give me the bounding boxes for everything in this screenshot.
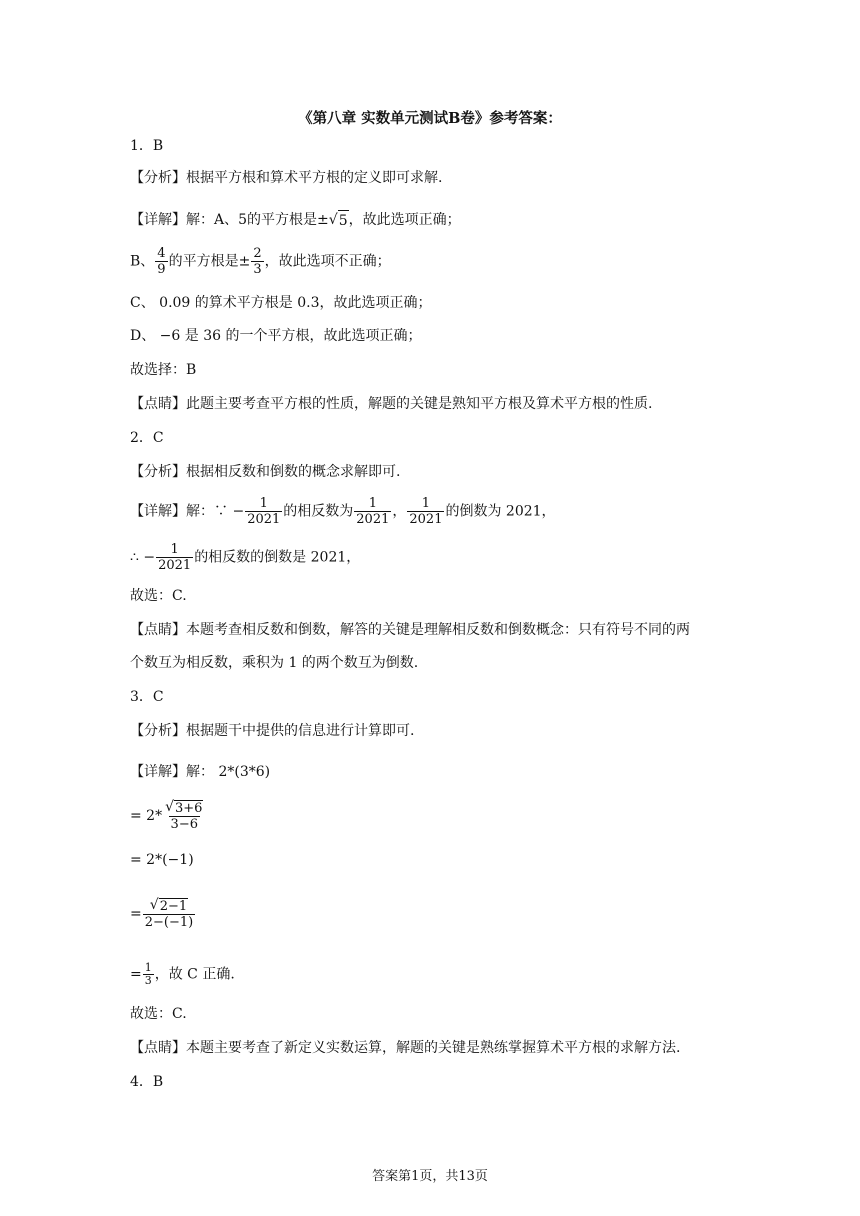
- q2-therefore-suffix: 的相反数的倒数是 2021，: [194, 549, 361, 566]
- q2-comment-1: 【点睛】本题考查相反数和倒数，解答的关键是理解相反数和倒数概念：只有符号不同的两: [130, 622, 690, 638]
- fraction-denominator: 9: [157, 262, 166, 277]
- q3-step4-fraction: [143, 962, 154, 987]
- q2-detail: [130, 496, 556, 527]
- q3-step-2: = 2*(−1): [130, 852, 194, 868]
- q2-analysis: 【分析】根据相反数和倒数的概念求解即可.: [130, 464, 401, 480]
- fraction-numerator: 2: [253, 246, 262, 261]
- q3-step3-prefix: =: [130, 906, 142, 922]
- q1-option-b: [130, 246, 391, 277]
- q3-detail: 【详解】解： 2*(3*6): [130, 764, 271, 780]
- q3-step1-fraction: [163, 800, 205, 832]
- q1-pm: ±: [317, 212, 329, 228]
- q3-step-3: [130, 898, 196, 930]
- q2-mid-2: ，: [392, 503, 407, 520]
- fraction-numerator: 4: [157, 246, 166, 261]
- q3-step1-radicand: 3+6: [175, 801, 203, 816]
- q1-b-mid: 的平方根是: [168, 253, 239, 270]
- fraction-denominator: 2021: [356, 512, 390, 527]
- q3-step-4: [130, 962, 235, 987]
- q1-choice: 故选择：B: [130, 362, 197, 378]
- fraction-numerator: 1: [421, 496, 431, 511]
- fraction-denominator: 3−6: [170, 817, 198, 832]
- q2-fraction-4: [156, 542, 193, 573]
- fraction-numerator: 1: [144, 961, 152, 974]
- q1-detail: [130, 210, 461, 231]
- fraction-numerator: [163, 800, 205, 816]
- q2-fraction-2: [354, 496, 391, 527]
- q2-mid-3: 的倒数为 2021，: [445, 503, 556, 520]
- q3-step3-fraction: [143, 898, 195, 930]
- q2-answer: 2．C: [130, 430, 164, 446]
- fraction-denominator: 2021: [409, 512, 443, 527]
- q3-answer: 3．C: [130, 689, 164, 705]
- q3-step-1: [130, 800, 206, 832]
- q1-sqrt: √ 5: [328, 212, 348, 229]
- q3-step4-prefix: =: [130, 966, 142, 983]
- q1-b-suffix: ，故此选项不正确；: [264, 253, 391, 270]
- fraction-denominator: 2−(−1): [144, 915, 194, 930]
- page-title: 《第八章 实数单元测试B卷》参考答案：: [298, 110, 562, 127]
- q2-mid-1: 的相反数为: [283, 503, 354, 520]
- fraction-denominator: 2021: [158, 558, 192, 573]
- q3-choice: 故选：C.: [130, 1006, 187, 1022]
- sqrt-sign: √ 3+6: [165, 799, 203, 816]
- q1-option-d: D、 −6 是 36 的一个平方根，故此选项正确；: [130, 328, 422, 344]
- fraction-denominator: 3: [253, 262, 262, 277]
- q1-radicand: 5: [338, 210, 349, 231]
- q2-fraction-1: [245, 496, 282, 527]
- q1-detail-suffix: ，故此选项正确；: [348, 212, 461, 228]
- q1-detail-prefix: 【详解】解：A、5的平方根是: [130, 212, 318, 228]
- q1-comment: 【点睛】此题主要考查平方根的性质，解题的关键是熟知平方根及算术平方根的性质.: [130, 396, 653, 412]
- fraction-denominator: 3: [144, 974, 152, 987]
- fraction-numerator: 1: [170, 542, 179, 557]
- q3-step4-suffix: ，故 C 正确.: [154, 966, 235, 983]
- q2-choice: 故选：C.: [130, 588, 187, 604]
- page-footer: 答案第1页，共13页: [372, 1169, 488, 1184]
- fraction-numerator: 1: [368, 496, 377, 511]
- fraction-numerator: [148, 898, 190, 914]
- q1-b-pm: ±: [238, 253, 251, 270]
- fraction-denominator: 2021: [247, 512, 281, 527]
- sqrt-sign: √ 2−1: [149, 897, 188, 914]
- q1-b-prefix: B、: [130, 253, 155, 270]
- q1-b-fraction-2: [251, 246, 263, 277]
- q1-answer: 1．B: [130, 138, 164, 154]
- q2-fraction-3: [407, 496, 444, 527]
- q1-b-fraction: [155, 246, 167, 277]
- q3-step3-radicand: 2−1: [159, 899, 188, 914]
- fraction-numerator: 1: [259, 496, 268, 511]
- q3-comment: 【点睛】本题主要考查了新定义实数运算，解题的关键是熟练掌握算术平方根的求解方法.: [130, 1040, 681, 1056]
- q2-detail-prefix: 【详解】解：∵ −: [130, 503, 245, 520]
- q4-answer: 4．B: [130, 1074, 164, 1090]
- q1-option-c: C、 0.09 的算术平方根是 0.3，故此选项正确；: [130, 295, 432, 311]
- q2-therefore-prefix: ∴ −: [130, 549, 156, 566]
- q3-analysis: 【分析】根据题干中提供的信息进行计算即可.: [130, 723, 415, 739]
- q1-analysis: 【分析】根据平方根和算术平方根的定义即可求解.: [130, 170, 443, 186]
- q2-comment-2: 个数互为相反数，乘积为 1 的两个数互为倒数.: [130, 655, 419, 671]
- q3-step1-prefix: = 2*: [130, 808, 163, 824]
- q2-therefore: [130, 542, 360, 573]
